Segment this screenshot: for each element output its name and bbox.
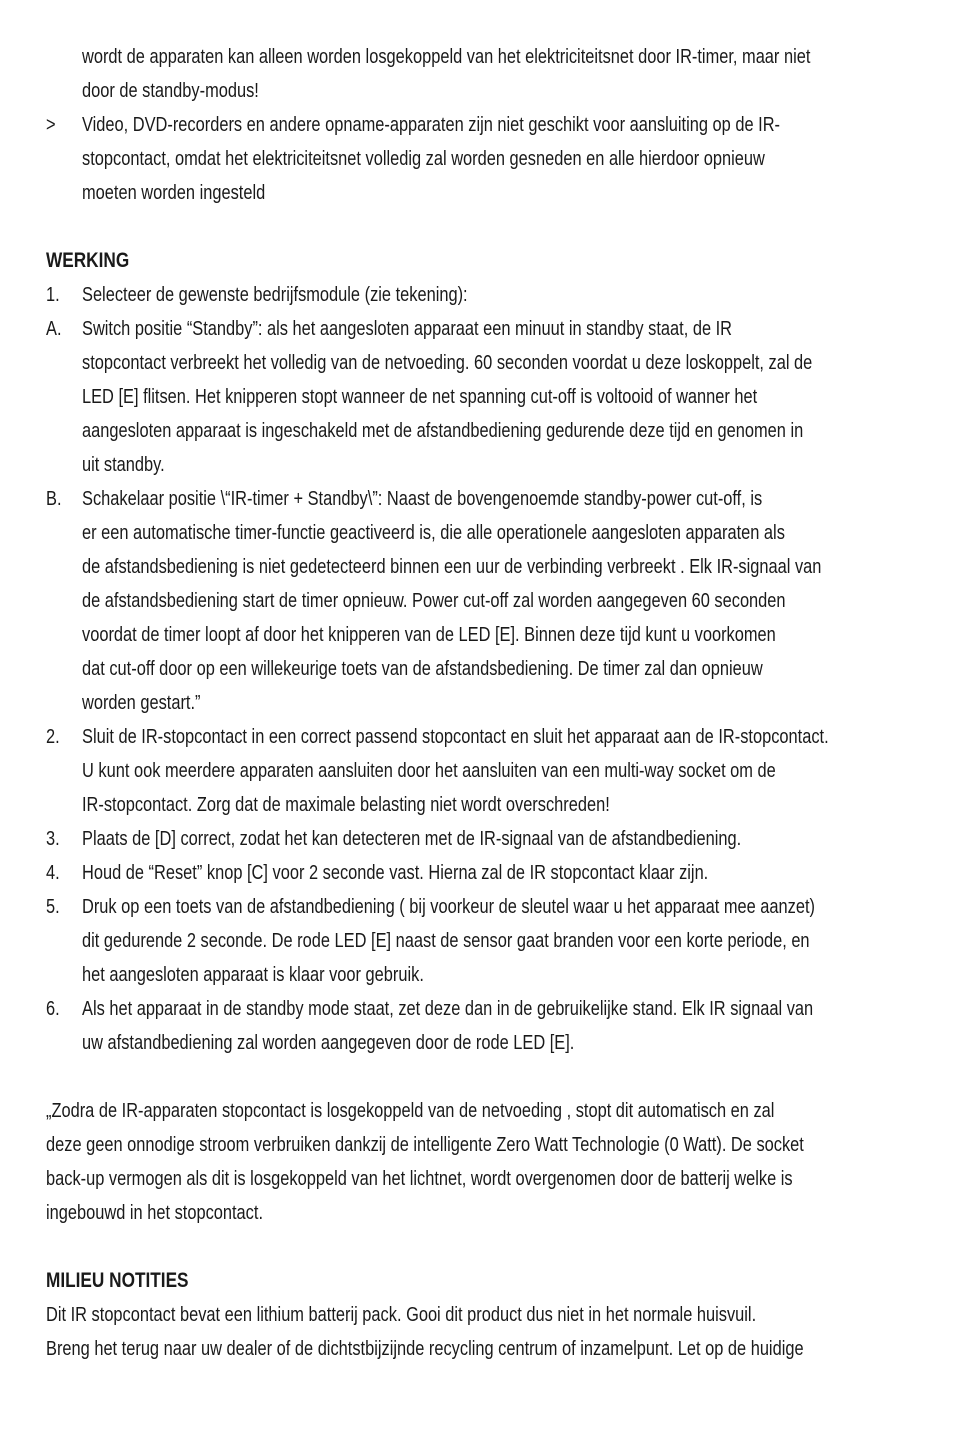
text-line: door de standby-modus! <box>82 80 259 102</box>
text-line: de afstandsbediening start de timer opnieuw. Power cut-off zal worden aangegeven 60 seconden <box>82 590 786 612</box>
text-line: IR-stopcontact. Zorg dat de maximale belasting niet wordt overschreden! <box>82 794 610 816</box>
text-line: er een automatische timer-functie geactiveerd is, die alle operationele aangesloten apparaten als <box>82 522 785 544</box>
list-item <box>46 482 908 720</box>
text-line: Plaats de [D] correct, zodat het kan detecteren met de IR-signaal van de afstandbediening. <box>82 828 742 850</box>
text-line: worden gestart.” <box>82 692 201 714</box>
list-marker: 3. <box>46 828 60 850</box>
text-line: voordat de timer loopt af door het knipperen van de LED [E]. Binnen deze tijd kunt u voorkomen <box>82 624 776 646</box>
text-line: uit standby. <box>82 454 165 476</box>
list-marker: 1. <box>46 284 60 306</box>
note-paragraph <box>46 1094 908 1230</box>
text-line: dit gedurende 2 seconde. De rode LED [E] naast de sensor gaat branden voor een korte periode, en <box>82 930 810 952</box>
text-line: dat cut-off door op een willekeurige toets van de afstandsbediening. De timer zal dan opnieuw <box>82 658 763 680</box>
text-line: het aangesloten apparaat is klaar voor gebruik. <box>82 964 424 986</box>
list-item <box>46 278 908 312</box>
text-line: Video, DVD-recorders en andere opname-apparaten zijn niet geschikt voor aansluiting op de IR- <box>82 114 781 136</box>
list-item <box>46 720 908 822</box>
text-line: U kunt ook meerdere apparaten aansluiten door het aansluiten van een multi-way socket om de <box>82 760 776 782</box>
text-line: stopcontact verbreekt het volledig van de netvoeding. 60 seconden voordat u deze loskoppelt, zal de <box>82 352 813 374</box>
text-line: deze geen onnodige stroom verbruiken dankzij de intelligente Zero Watt Technologie (0 Watt). De socket <box>46 1134 804 1156</box>
list-item <box>46 312 908 482</box>
text-line: Switch positie “Standby”: als het aangesloten apparaat een minuut in standby staat, de IR <box>82 318 733 340</box>
text-line: Selecteer de gewenste bedrijfsmodule (zie tekening): <box>82 284 468 306</box>
section-heading-milieu: MILIEU NOTITIES <box>46 1269 189 1292</box>
text-line: uw afstandbediening zal worden aangegeven door de rode LED [E]. <box>82 1032 575 1054</box>
text-line: Breng het terug naar uw dealer of de dichtstbijzijnde recycling centrum of inzamelpunt. Let op de huidige <box>46 1338 804 1360</box>
list-item <box>46 992 908 1060</box>
list-item <box>46 856 908 890</box>
list-marker: 2. <box>46 726 60 748</box>
text-line: „Zodra de IR-apparaten stopcontact is losgekoppeld van de netvoeding , stopt dit automatisch en zal <box>46 1100 775 1122</box>
text-line: back-up vermogen als dit is losgekoppeld van het lichtnet, wordt overgenomen door de batterij welke is <box>46 1168 793 1190</box>
bullet-item <box>46 108 908 210</box>
text-line: aangesloten apparaat is ingeschakeld met de afstandbediening gedurende deze tijd en genomen in <box>82 420 804 442</box>
milieu-paragraph <box>46 1298 908 1366</box>
list-marker: 5. <box>46 896 60 918</box>
text-line: Als het apparaat in de standby mode staat, zet deze dan in de gebruikelijke stand. Elk IR signaal van <box>82 998 814 1020</box>
text-line: Druk op een toets van de afstandbediening ( bij voorkeur de sleutel waar u het apparaat mee aanzet) <box>82 896 816 918</box>
text-line: stopcontact, omdat het elektriciteitsnet volledig zal worden gesneden en alle hierdoor opnieuw <box>82 148 765 170</box>
list-marker: A. <box>46 318 62 340</box>
text-line: ingebouwd in het stopcontact. <box>46 1202 264 1224</box>
text-line: Dit IR stopcontact bevat een lithium batterij pack. Gooi dit product dus niet in het normale huisvuil. <box>46 1304 757 1326</box>
list-marker: B. <box>46 488 62 510</box>
text-line: de afstandsbediening is niet gedetecteerd binnen een uur de verbinding verbreekt . Elk IR-signaal van <box>82 556 822 578</box>
text-line: Sluit de IR-stopcontact in een correct passend stopcontact en sluit het apparaat aan de IR-stopcontact. <box>82 726 829 748</box>
list-item <box>46 890 908 992</box>
list-marker: 6. <box>46 998 60 1020</box>
text-line: Houd de “Reset” knop [C] voor 2 seconde vast. Hierna zal de IR stopcontact klaar zijn. <box>82 862 709 884</box>
text-line: Schakelaar positie \“IR-timer + Standby\”: Naast de bovengenoemde standby-power cut-off, is <box>82 488 763 510</box>
text-line: moeten worden ingesteld <box>82 182 266 204</box>
list-item <box>46 822 908 856</box>
bullet-marker: > <box>46 114 56 136</box>
document-page <box>46 40 908 1366</box>
list-marker: 4. <box>46 862 60 884</box>
text-line: wordt de apparaten kan alleen worden losgekoppeld van het elektriciteitsnet door IR-timer, maar niet <box>82 46 811 68</box>
text-line: LED [E] flitsen. Het knipperen stopt wanneer de net spanning cut-off is voltooid of wanner het <box>82 386 758 408</box>
section-heading-werking: WERKING <box>46 249 130 272</box>
intro-continuation <box>82 40 908 108</box>
